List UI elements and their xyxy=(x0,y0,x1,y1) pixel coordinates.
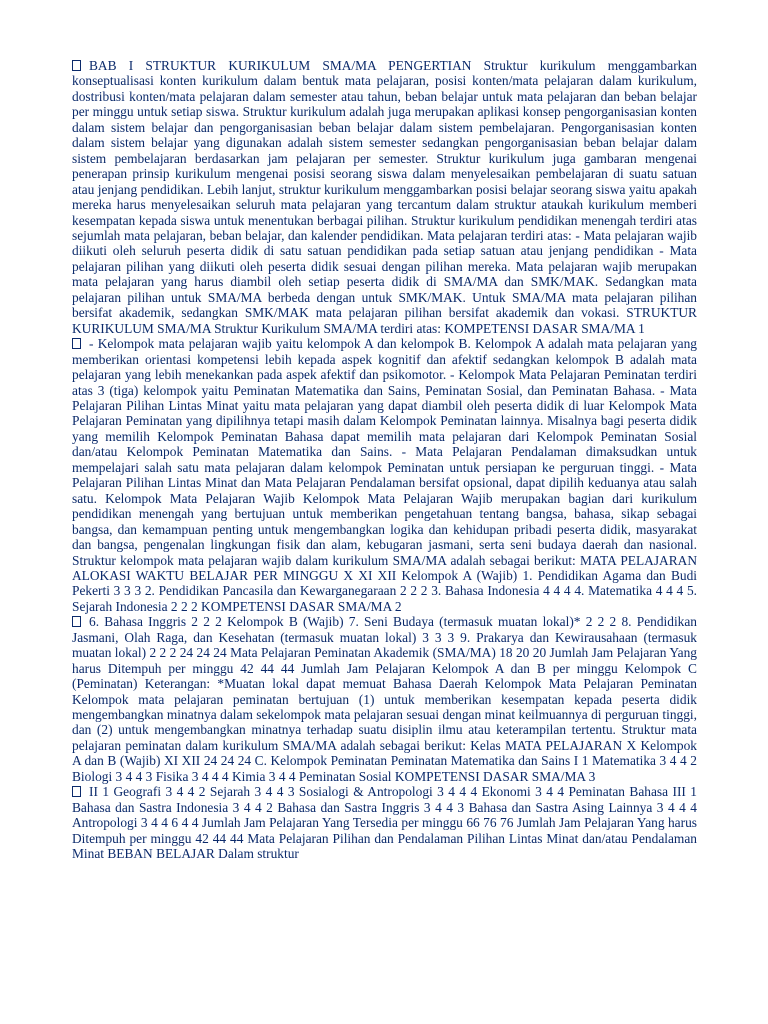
paragraph-1-text: BAB I STRUKTUR KURIKULUM SMA/MA PENGERTIAN Struktur kurikulum menggambarkan konseptualisasi konten kurikulum dalam bentuk mata pelajaran, posisi konten/mata pelajaran dalam kurikulum, dostribusi konten/mata pelajaran dalam semester atau tahun, beban belajar untuk mata pelajaran dan beban belajar per minggu untuk setiap siswa. Struktur kurikulum adalah juga merupakan aplikasi konsep pengorganisasian konten dalam sistem belajar dan pengorganisasian beban belajar dalam sistem pembelajaran. Pengorganisasian konten dalam sistem belajar yang digunakan adalah sistem semester sedangkan pengorganisasian beban belajar dalam sistem pembelajaran berdasarkan jam pelajaran per semester. Struktur kurikulum juga gambaran mengenai penerapan prinsip kurikulum mengenai posisi seorang siswa dalam menyelesaikan pembelajaran di suatu satuan atau jenjang pendidikan. Lebih lanjut, struktur kurikulum menggambarkan posisi belajar seorang siswa yaitu apakah mereka harus menyelesaikan seluruh mata pelajaran yang tercantum dalam struktur ataukah kurikulum memberi kesempatan kepada siswa untuk menentukan berbagai pilihan. Struktur kurikulum pendidikan menengah terdiri atas sejumlah mata pelajaran, beban belajar, dan kalender pendidikan. Mata pelajaran terdiri atas: - Mata pelajaran wajib diikuti oleh seluruh peserta didik di satu satuan pendidikan pada setiap satuan atau jenjang pendidikan - Mata pelajaran pilihan yang diikuti oleh peserta didik sesuai dengan pilihan mereka. Mata pelajaran wajib merupakan mata pelajaran yang harus diambil oleh setiap peserta didik di SMA/MA dan SMK/MAK. Sedangkan mata pelajaran pilihan untuk SMA/MA berbeda dengan untuk SMK/MAK. Untuk SMA/MA mata pelajaran pilihan bersifat akademik, sedangkan SMK/MAK mata pelajaran pilihan bersifat akademik dan vokasi. STRUKTUR KURIKULUM SMA/MA Struktur Kurikulum SMA/MA terdiri atas: KOMPETENSI DASAR SMA/MA 1 xyxy=(72,58,697,336)
paragraph-3-text: 6. Bahasa Inggris 2 2 2 Kelompok B (Wajib) 7. Seni Budaya (termasuk muatan lokal)* 2 2 2 8. Pendidikan Jasmani, Olah Raga, dan Kesehatan (termasuk muatan lokal) 3 3 3 9. Prakarya dan Kewirausahaan (termasuk muatan lokal) 2 2 2 24 24 24 Mata Pelajaran Peminatan Akademik (SMA/MA) 18 20 20 Jumlah Jam Pelajaran Yang harus Ditempuh per minggu 42 44 44 Jumlah Jam Pelajaran Kelompok A dan B per minggu Kelompok C (Peminatan) Keterangan: *Muatan lokal dapat memuat Bahasa Daerah Kelompok Mata Pelajaran Peminatan Kelompok mata pelajaran peminatan bertujuan (1) untuk memberikan kesempatan kepada peserta didik mengembangkan minatnya dalam sekelompok mata pelajaran sesuai dengan minat keilmuannya di perguruan tinggi, dan (2) untuk mengembangkan minatnya terhadap suatu disiplin ilmu atau keterampilan tertentu. Struktur mata pelajaran peminatan dalam kurikulum SMA/MA adalah sebagai berikut: Kelas MATA PELAJARAN X Kelompok A dan B (Wajib) XI XII 24 24 24 C. Kelompok Peminatan Peminatan Matematika dan Sains I 1 Matematika 3 4 4 2 Biologi 3 4 4 3 Fisika 3 4 4 4 Kimia 3 4 4 Peminatan Sosial KOMPETENSI DASAR SMA/MA 3 xyxy=(72,614,697,784)
bullet-box-icon xyxy=(72,338,81,349)
paragraph-4 xyxy=(72,784,697,861)
paragraph-1 xyxy=(72,58,697,336)
document-page xyxy=(72,58,697,862)
bullet-box-icon xyxy=(72,786,81,797)
paragraph-3 xyxy=(72,614,697,784)
bullet-box-icon xyxy=(72,616,81,627)
paragraph-4-text: II 1 Geografi 3 4 4 2 Sejarah 3 4 4 3 Sosialogi & Antropologi 3 4 4 4 Ekonomi 3 4 4 Peminatan Bahasa III 1 Bahasa dan Sastra Indonesia 3 4 4 2 Bahasa dan Sastra Inggris 3 4 4 3 Bahasa dan Sastra Asing Lainnya 3 4 4 4 Antropologi 3 4 4 6 4 4 Jumlah Jam Pelajaran Yang Tersedia per minggu 66 76 76 Jumlah Jam Pelajaran Yang harus Ditempuh per minggu 42 44 44 Mata Pelajaran Pilihan dan Pendalaman Pilihan Lintas Minat dan/atau Pendalaman Minat BEBAN BELAJAR Dalam struktur xyxy=(72,784,697,862)
paragraph-2-text: - Kelompok mata pelajaran wajib yaitu kelompok A dan kelompok B. Kelompok A adalah mata pelajaran yang memberikan orientasi kompetensi lebih kepada aspek kognitif dan afektif sedangkan kelompok B adalah mata pelajaran yang lebih menekankan pada aspek afektif dan psikomotor. - Kelompok Mata Pelajaran Peminatan terdiri atas 3 (tiga) kelompok yaitu Peminatan Matematika dan Sains, Peminatan Sosial, dan Peminatan Bahasa. - Mata Pelajaran Pilihan Lintas Minat yaitu mata pelajaran yang dapat diambil oleh peserta didik di luar Kelompok Mata Pelajaran Peminatan yang dipilihnya tetapi masih dalam Kelompok Peminatan lainnya. Misalnya bagi peserta didik yang memilih Kelompok Peminatan Bahasa dapat memilih mata pelajaran dari Kelompok Peminatan Sosial dan/atau Kelompok Peminatan Matematika dan Sains. - Mata Pelajaran Pendalaman dimaksudkan untuk mempelajari salah satu mata pelajaran dalam kelompok Peminatan untuk persiapan ke perguruan tinggi. - Mata Pelajaran Pilihan Lintas Minat dan Mata Pelajaran Pendalaman bersifat opsional, dapat dipilih keduanya atau salah satu. Kelompok Mata Pelajaran Wajib Kelompok Mata Pelajaran Wajib merupakan bagian dari kurikulum pendidikan menengah yang bertujuan untuk memberikan pengetahuan tentang bangsa, bahasa, sikap sebagai bangsa, dan kemampuan penting untuk mengembangkan logika dan kehidupan pribadi peserta didik, masyarakat dan bangsa, pengenalan lingkungan fisik dan alam, kebugaran jasmani, serta seni budaya daerah dan nasional. Struktur kelompok mata pelajaran wajib dalam kurikulum SMA/MA adalah sebagai berikut: MATA PELAJARAN ALOKASI WAKTU BELAJAR PER MINGGU X XI XII Kelompok A (Wajib) 1. Pendidikan Agama dan Budi Pekerti 3 3 3 2. Pendidikan Pancasila dan Kewarganegaraan 2 2 2 3. Bahasa Indonesia 4 4 4 4. Matematika 4 4 4 5. Sejarah Indonesia 2 2 2 KOMPETENSI DASAR SMA/MA 2 xyxy=(72,336,697,614)
paragraph-2 xyxy=(72,336,697,614)
bullet-box-icon xyxy=(72,60,81,71)
